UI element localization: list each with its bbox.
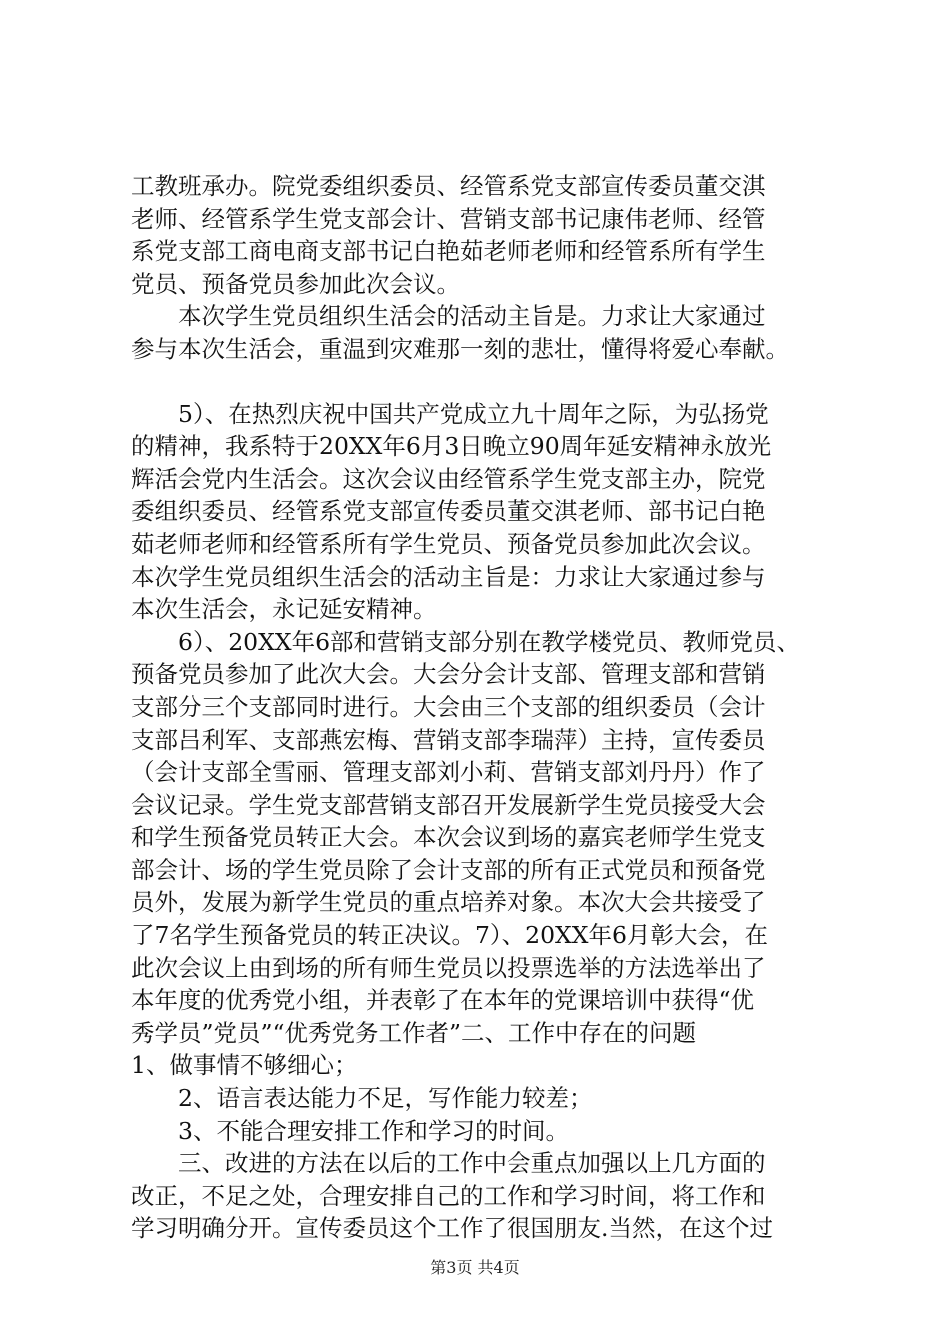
text-line: 秀学员”党员”“优秀党务工作者”二、工作中存在的问题 — [131, 1018, 697, 1047]
document-body — [131, 170, 831, 1245]
text-line: 5）、在热烈庆祝中国共产党成立九十周年之际，为弘扬党 — [131, 399, 769, 428]
text-line: 的精神，我系特于20XX年6月3日晚立90周年延安精神永放光 — [131, 432, 772, 461]
text-line: 预备党员参加了此次大会。大会分会计支部、管理支部和营销 — [131, 660, 766, 689]
text-line: 部会计、场的学生党员除了会计支部的所有正式党员和预备党 — [131, 855, 766, 884]
text-line: 员外，发展为新学生党员的重点培养对象。本次大会共接受了 — [131, 888, 766, 917]
text-line: 和学生预备党员转正大会。本次会议到场的嘉宾老师学生党支 — [131, 823, 766, 852]
text-line: 了7名学生预备党员的转正决议。7）、20XX年6月彰大会，在 — [131, 921, 768, 950]
text-line: 工教班承办。院党委组织委员、经管系党支部宣传委员董交淇 — [131, 172, 766, 200]
text-line: 支部分三个支部同时进行。大会由三个支部的组织委员（会计 — [131, 692, 766, 721]
text-line: 本年度的优秀党小组，并表彰了在本年的党课培训中获得“优 — [131, 986, 755, 1015]
text-line: 本次生活会，永记延安精神。 — [131, 595, 437, 624]
text-line: 委组织委员、经管系党支部宣传委员董交淇老师、部书记白艳 — [131, 497, 766, 526]
text-line: 辉活会党内生活会。这次会议由经管系学生党支部主办，院党 — [131, 464, 766, 493]
blank-line — [131, 366, 831, 398]
text-line: 学习明确分开。宣传委员这个工作了很国朋友.当然，在这个过 — [131, 1214, 773, 1243]
text-line: 茹老师老师和经管系所有学生党员、预备党员参加此次会议。 — [131, 529, 766, 558]
text-line: 此次会议上由到场的所有师生党员以投票选举的方法选举出了 — [131, 953, 766, 982]
text-line: 参与本次生活会，重温到灾难那一刻的悲壮，懂得将爱心奉献。 — [131, 334, 789, 363]
text-line: 系党支部工商电商支部书记白艳茹老师老师和经管系所有学生 — [131, 237, 766, 266]
text-line: 1、做事情不够细心； — [131, 1051, 358, 1080]
page-number-footer: 第3页 共4页 — [430, 1258, 520, 1277]
text-line: （会计支部全雪丽、管理支部刘小莉、营销支部刘丹丹）作了 — [131, 758, 766, 787]
text-line: 党员、预备党员参加此次会议。 — [131, 269, 460, 298]
text-line: 支部吕利军、支部燕宏梅、营销支部李瑞萍）主持，宣传委员 — [131, 725, 766, 754]
text-line: 3、不能合理安排工作和学习的时间。 — [131, 1116, 569, 1145]
text-line: 三、改进的方法在以后的工作中会重点加强以上几方面的 — [131, 1149, 766, 1178]
text-line: 2、语言表达能力不足，写作能力较差； — [131, 1084, 593, 1113]
text-line: 本次学生党员组织生活会的活动主旨是。力求让大家通过 — [131, 302, 766, 331]
text-line: 老师、经管系学生党支部会计、营销支部书记康伟老师、经管 — [131, 204, 766, 233]
text-line: 会议记录。学生党支部营销支部召开发展新学生党员接受大会 — [131, 790, 766, 819]
text-line: 本次学生党员组织生活会的活动主旨是：力求让大家通过参与 — [131, 562, 766, 591]
text-line: 6）、20XX年6部和营销支部分别在教学楼党员、教师党员、 — [131, 627, 801, 656]
text-line: 改正，不足之处，合理安排自己的工作和学习时间，将工作和 — [131, 1181, 766, 1210]
